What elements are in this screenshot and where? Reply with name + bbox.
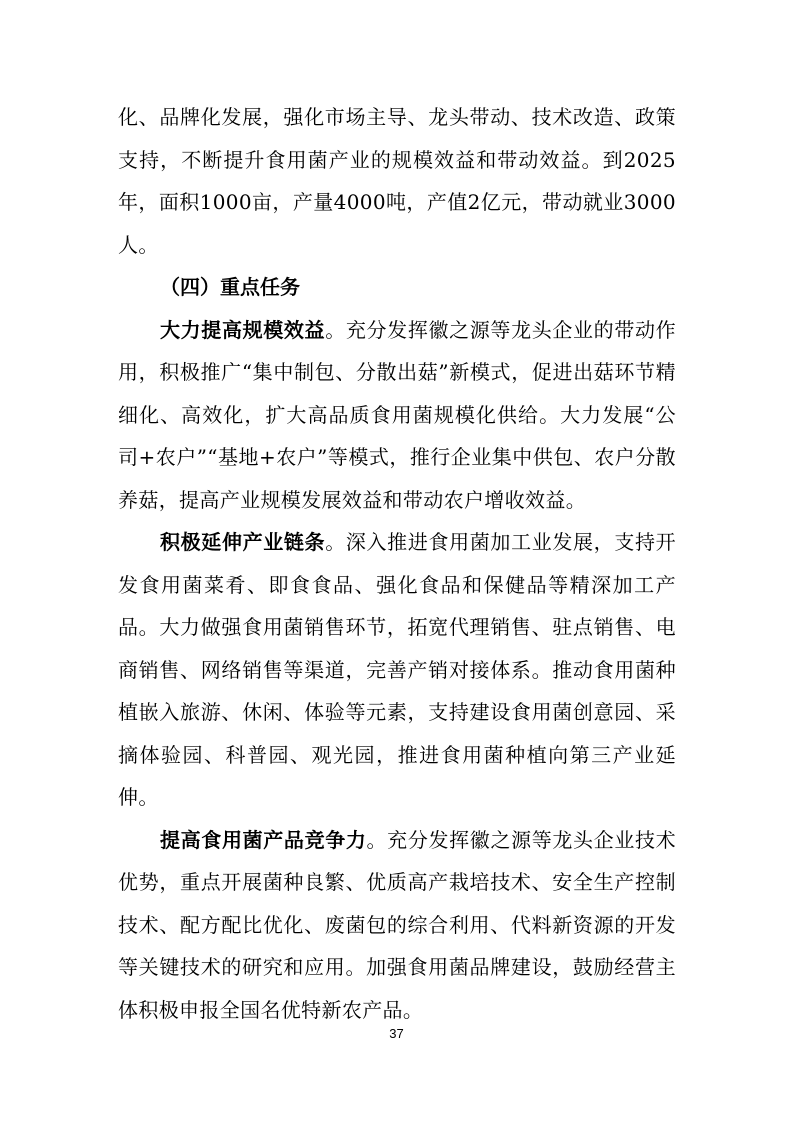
task-paragraph-chain bbox=[118, 521, 676, 819]
task-paragraph-competitiveness bbox=[118, 819, 676, 1032]
task-lead-scale: 大力提高规模效益 bbox=[160, 317, 326, 342]
task-body-chain: 。深入推进食用菌加工业发展，支持开发食用菌菜肴、即食食品、强化食品和保健品等精深加工产品。大力做强食用菌销售环节，拓宽代理销售、驻点销售、电商销售、网络销售等渠道，完善产销对接体系。推动食用菌种植嵌入旅游、休闲、体验等元素，支持建设食用菌创意园、采摘体验园、科普园、观光园，推进食用菌种植向第三产业延伸。 bbox=[118, 530, 676, 809]
section-heading: （四）重点任务 bbox=[160, 275, 300, 299]
body-text bbox=[118, 96, 676, 1031]
task-paragraph-scale bbox=[118, 309, 676, 522]
task-body-scale: 。充分发挥徽之源等龙头企业的带动作用，积极推广“集中制包、分散出菇”新模式，促进出菇环节精细化、高效化，扩大高品质食用菌规模化供给。大力发展“公司+农户”“基地+农户”等模式，推行企业集中供包、农户分散养菇，提高产业规模发展效益和带动农户增收效益。 bbox=[118, 317, 676, 512]
page-number: 37 bbox=[389, 1026, 404, 1041]
task-lead-chain: 积极延伸产业链条 bbox=[160, 530, 326, 554]
task-lead-competitiveness: 提高食用菌产品竞争力 bbox=[160, 827, 367, 852]
intro-paragraph: 化、品牌化发展，强化市场主导、龙头带动、技术改造、政策支持，不断提升食用菌产业的规模效益和带动效益。到2025年，面积1000亩，产量4000吨，产值2亿元，带动就业3000人。 bbox=[118, 105, 676, 257]
task-body-competitiveness: 。充分发挥徽之源等龙头企业技术优势，重点开展菌种良繁、优质高产栽培技术、安全生产控制技术、配方配比优化、废菌包的综合利用、代料新资源的开发等关键技术的研究和应用。加强食用菌品牌建设，鼓励经营主体积极申报全国名优特新农产品。 bbox=[118, 827, 677, 1022]
